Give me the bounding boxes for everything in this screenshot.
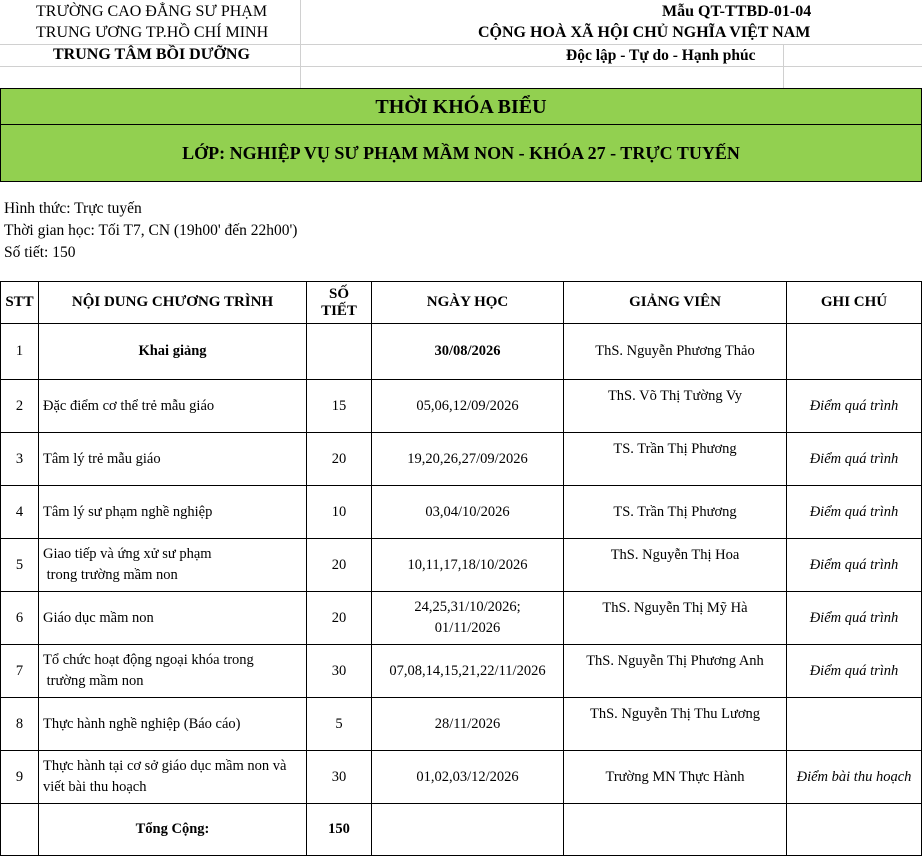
schedule-table: [0, 281, 922, 856]
row-content: Tâm lý trẻ mẫu giáo: [39, 433, 307, 486]
row-periods: 5: [307, 698, 372, 751]
row-content: Thực hành tại cơ sở giáo dục mầm non và viết bài thu hoạch: [39, 751, 307, 804]
row-periods: 10: [307, 486, 372, 539]
table-row: [1, 645, 922, 698]
table-row: [1, 486, 922, 539]
info-form: Hình thức: Trực tuyến: [4, 200, 142, 217]
row-periods: 20: [307, 539, 372, 592]
table-row: [1, 698, 922, 751]
row-stt: 3: [1, 433, 39, 486]
col-periods: SỐ TIẾT: [307, 282, 372, 324]
row-stt: 7: [1, 645, 39, 698]
row-note: Điểm quá trình: [787, 645, 922, 698]
schedule-title: THỜI KHÓA BIỂU: [0, 88, 922, 126]
row-lecturer: ThS. Nguyễn Phương Thảo: [564, 324, 787, 380]
row-stt: 1: [1, 324, 39, 380]
row-periods: 30: [307, 751, 372, 804]
row-lecturer: ThS. Nguyễn Thị Mỹ Hà: [564, 592, 787, 645]
row-content: Tổ chức hoạt động ngoại khóa trong trường mầm non: [39, 645, 307, 698]
row-periods: 30: [307, 645, 372, 698]
row-note: Điểm quá trình: [787, 486, 922, 539]
row-note: [787, 698, 922, 751]
row-periods: [307, 324, 372, 380]
table-row: [1, 380, 922, 433]
table-row: [1, 433, 922, 486]
col-content: NỘI DUNG CHƯƠNG TRÌNH: [39, 282, 307, 324]
school-name-line2: TRUNG ƯƠNG TP.HỒ CHÍ MINH: [36, 24, 269, 41]
row-note: Điểm quá trình: [787, 380, 922, 433]
row-note: Điểm bài thu hoạch: [787, 751, 922, 804]
row-dates: 10,11,17,18/10/2026: [372, 539, 564, 592]
row-lecturer: ThS. Võ Thị Tường Vy: [564, 380, 787, 433]
table-row: [1, 592, 922, 645]
form-code: Mẫu QT-TTBD-01-04: [662, 3, 812, 20]
center-name: TRUNG TÂM BỒI DƯỠNG: [53, 46, 250, 63]
row-note: Điểm quá trình: [787, 592, 922, 645]
total-periods: 150: [307, 804, 372, 856]
row-content: Giao tiếp và ứng xử sư phạm trong trường mầm non: [39, 539, 307, 592]
document-header: [0, 0, 922, 88]
row-lecturer: ThS. Nguyễn Thị Thu Lương: [564, 698, 787, 751]
row-content: Tâm lý sư phạm nghề nghiệp: [39, 486, 307, 539]
total-row: [1, 804, 922, 856]
row-dates: 30/08/2026: [372, 324, 564, 380]
row-stt: 8: [1, 698, 39, 751]
row-content: Thực hành nghề nghiệp (Báo cáo): [39, 698, 307, 751]
info-time: Thời gian học: Tối T7, CN (19h00' đến 22h00'): [4, 222, 298, 239]
republic-title: CỘNG HOÀ XÃ HỘI CHỦ NGHĨA VIỆT NAM: [478, 24, 811, 41]
row-lecturer: TS. Trần Thị Phương: [564, 433, 787, 486]
row-stt: 4: [1, 486, 39, 539]
row-note: Điểm quá trình: [787, 433, 922, 486]
row-dates: 24,25,31/10/2026; 01/11/2026: [372, 592, 564, 645]
col-dates: NGÀY HỌC: [372, 282, 564, 324]
row-content: Giáo dục mầm non: [39, 592, 307, 645]
row-stt: 2: [1, 380, 39, 433]
table-row: [1, 539, 922, 592]
class-name: LỚP: NGHIỆP VỤ SƯ PHẠM MẦM NON - KHÓA 27 - TRỰC TUYẾN: [0, 124, 922, 182]
info-periods: Số tiết: 150: [4, 244, 76, 261]
row-lecturer: Trường MN Thực Hành: [564, 751, 787, 804]
col-stt: STT: [1, 282, 39, 324]
row-periods: 20: [307, 592, 372, 645]
table-row: [1, 324, 922, 380]
col-lecturer: GIẢNG VIÊN: [564, 282, 787, 324]
table-header-row: [1, 282, 922, 324]
row-lecturer: TS. Trần Thị Phương: [564, 486, 787, 539]
row-dates: 07,08,14,15,21,22/11/2026: [372, 645, 564, 698]
row-lecturer: ThS. Nguyễn Thị Hoa: [564, 539, 787, 592]
row-dates: 03,04/10/2026: [372, 486, 564, 539]
row-dates: 01,02,03/12/2026: [372, 751, 564, 804]
row-periods: 20: [307, 433, 372, 486]
row-lecturer: ThS. Nguyễn Thị Phương Anh: [564, 645, 787, 698]
row-periods: 15: [307, 380, 372, 433]
row-content: Đặc điểm cơ thể trẻ mẫu giáo: [39, 380, 307, 433]
col-notes: GHI CHÚ: [787, 282, 922, 324]
row-stt: 9: [1, 751, 39, 804]
row-dates: 05,06,12/09/2026: [372, 380, 564, 433]
total-label: Tổng Cộng:: [39, 804, 307, 856]
row-dates: 28/11/2026: [372, 698, 564, 751]
national-motto: Độc lập - Tự do - Hạnh phúc: [566, 47, 756, 64]
table-row: [1, 751, 922, 804]
row-content: Khai giảng: [39, 324, 307, 380]
row-stt: 6: [1, 592, 39, 645]
row-note: [787, 324, 922, 380]
school-name-line1: TRƯỜNG CAO ĐẲNG SƯ PHẠM: [36, 3, 268, 20]
row-note: Điểm quá trình: [787, 539, 922, 592]
row-dates: 19,20,26,27/09/2026: [372, 433, 564, 486]
row-stt: 5: [1, 539, 39, 592]
